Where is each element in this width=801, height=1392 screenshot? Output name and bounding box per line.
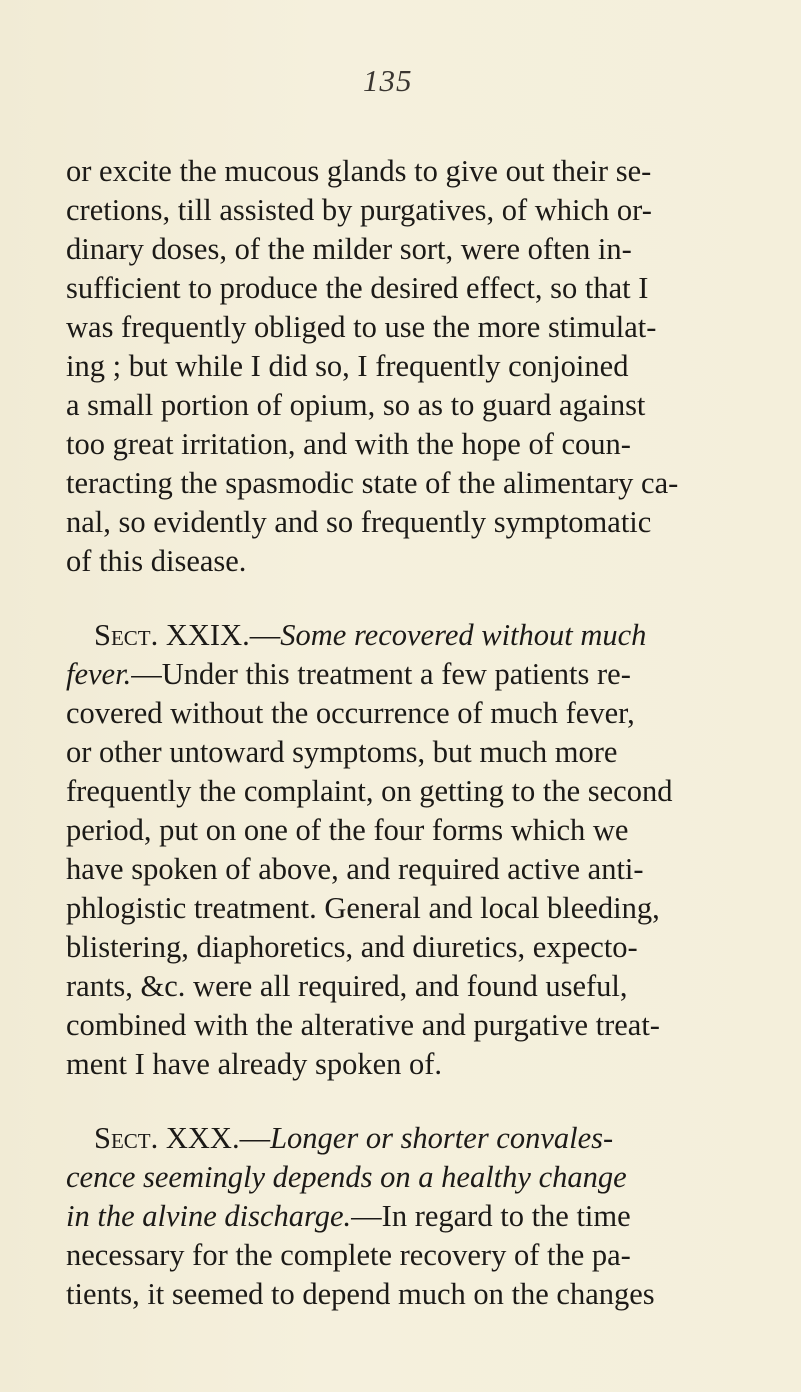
section-title-end: in the alvine discharge. (66, 1199, 352, 1233)
text-line: tients, it seemed to depend much on the changes (66, 1277, 655, 1311)
text-line: covered without the occurrence of much fever, (66, 696, 635, 730)
page-number: 135 (363, 63, 413, 98)
text-line: a small portion of opium, so as to guard against (66, 388, 646, 422)
paragraph-gap (66, 1084, 726, 1119)
section-title-line: cence seemingly depends on a healthy change (66, 1160, 627, 1194)
section-title: Longer or shorter convales- (270, 1121, 614, 1155)
text-line: combined with the alterative and purgative treat- (66, 1008, 660, 1042)
text-line: of this disease. (66, 544, 247, 578)
section-dash: — (239, 1121, 271, 1155)
text-line: ing ; but while I did so, I frequently conjoined (66, 349, 629, 383)
text-line: have spoken of above, and required active anti- (66, 852, 644, 886)
text-line: dinary doses, of the milder sort, were often in- (66, 232, 632, 266)
text-line: cretions, till assisted by purgatives, of which or- (66, 193, 652, 227)
text-line: phlogistic treatment. General and local bleeding, (66, 891, 660, 925)
section-title-end: fever. (66, 657, 132, 691)
page-body (66, 152, 726, 1314)
section-text-start: —Under this treatment a few patients re- (131, 657, 631, 691)
text-line: blistering, diaphoretics, and diuretics, expecto- (66, 930, 638, 964)
text-line: or other untoward symptoms, but much more (66, 735, 618, 769)
text-line: frequently the complaint, on getting to the second (66, 774, 673, 808)
section-label: Sect. XXIX. (94, 618, 250, 652)
section-title: Some recovered without much (280, 618, 647, 652)
text-line: teracting the spasmodic state of the alimentary ca- (66, 466, 679, 500)
section-30 (66, 1119, 726, 1314)
text-line: ment I have already spoken of. (66, 1047, 443, 1081)
section-heading-line (66, 616, 726, 655)
section-text-start: —In regard to the time (351, 1199, 631, 1233)
section-heading-line (66, 1119, 726, 1158)
text-line: sufficient to produce the desired effect, so that I (66, 271, 649, 305)
paragraph-continuation (66, 152, 726, 581)
section-label: Sect. XXX. (94, 1121, 240, 1155)
text-line: was frequently obliged to use the more stimulat- (66, 310, 657, 344)
text-line: or excite the mucous glands to give out their se- (66, 154, 652, 188)
text-line (66, 1197, 726, 1236)
text-line (66, 655, 726, 694)
text-line: rants, &c. were all required, and found useful, (66, 969, 628, 1003)
section-29 (66, 616, 726, 1084)
text-line: nal, so evidently and so frequently symptomatic (66, 505, 652, 539)
section-dash: — (249, 618, 281, 652)
text-line: period, put on one of the four forms which we (66, 813, 629, 847)
text-line: too great irritation, and with the hope of coun- (66, 427, 631, 461)
paragraph-gap (66, 581, 726, 616)
text-line: necessary for the complete recovery of the pa- (66, 1238, 631, 1272)
